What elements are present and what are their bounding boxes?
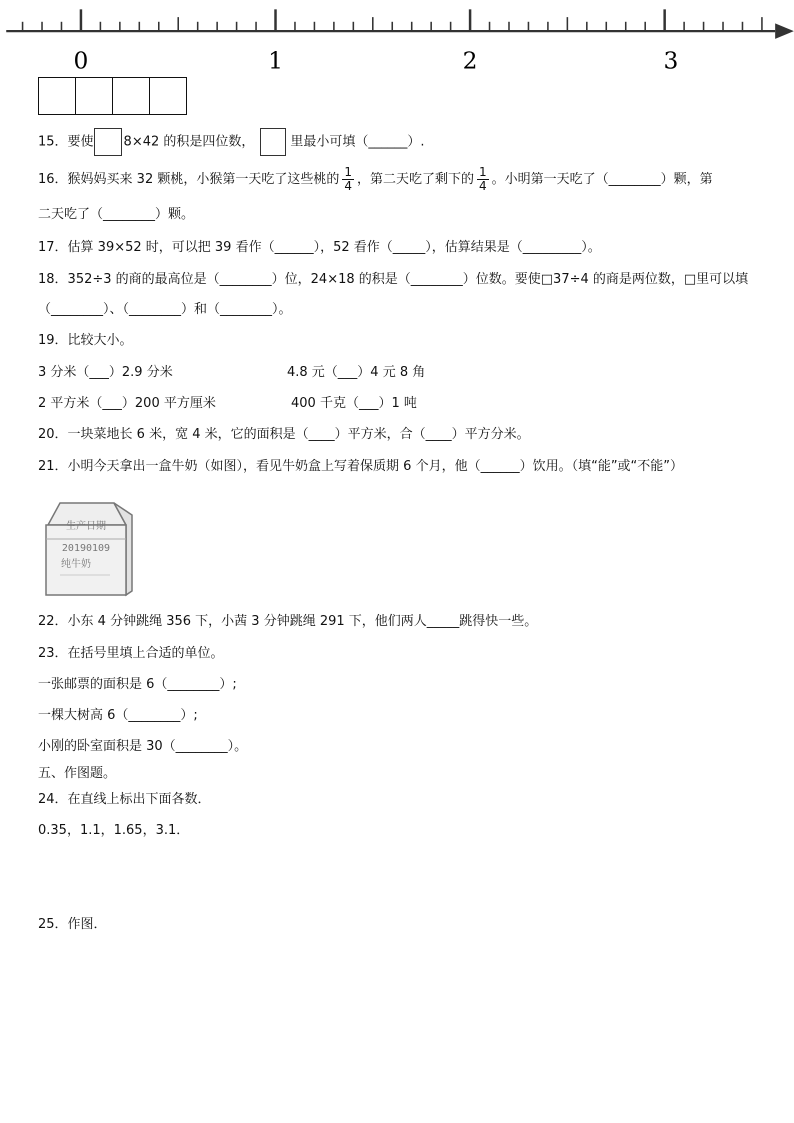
q23-item-c: 小刚的卧室面积是 30（________）。: [38, 739, 248, 754]
q16-part2: ，第二天吃了剩下的: [357, 172, 475, 187]
answer-box: [149, 77, 187, 115]
answer-box: [75, 77, 113, 115]
number-line-labels: [74, 46, 679, 74]
number-line-ticks: [23, 9, 762, 31]
carton-label-product: 纯牛奶: [61, 559, 91, 570]
q15-prefix: 15．要使: [38, 134, 94, 150]
question-18-line1: 18．352÷3 的商的最高位是（________）位，24×18 的积是（________）位数。要使□37÷4 的商是两位数，□里可以填: [38, 272, 749, 287]
question-18-line2: （________）、（________）和（________）。: [38, 302, 292, 317]
tick-label-0: 0: [73, 46, 89, 75]
question-19-title: 19．比较大小。: [38, 333, 133, 348]
question-16: [38, 165, 713, 195]
tick-label-1: 1: [268, 46, 283, 75]
q15-blank-box-2: [260, 128, 286, 156]
q15-suffix: 里最小可填（______）.: [290, 134, 425, 150]
q23-item-b: 一棵大树高 6（________）;: [38, 708, 198, 723]
q19-row2-right: 400 千克（___）1 吨: [291, 396, 417, 411]
q15-blank-box: [94, 128, 122, 156]
fraction-one-quarter-2: $\frac{1}{4}$: [479, 165, 487, 193]
q16-part3: 。小明第一天吃了（________）颗，第: [491, 172, 713, 187]
q19-row1-right: 4.8 元（___）4 元 8 角: [287, 365, 426, 380]
milk-carton-image: [40, 495, 140, 599]
question-17: 17．估算 39×52 时，可以把 39 看作（______），52 看作（_____），估算结果是（_________）。: [38, 240, 601, 255]
q24-numbers: 0.35，1.1，1.65，3.1．: [38, 823, 190, 838]
q19-row2-left: 2 平方米（___）200 平方厘米: [38, 396, 216, 411]
carton-label-date: 20190109: [61, 543, 111, 554]
number-line: [0, 0, 794, 78]
question-22: 22．小东 4 分钟跳绳 356 下，小茜 3 分钟跳绳 291 下，他们两人_____跳得快一些。: [38, 614, 538, 629]
q23-item-a: 一张邮票的面积是 6（________）;: [38, 677, 237, 692]
section-5-title: 五、作图题。: [38, 766, 117, 781]
q19-row1-left: 3 分米（___）2.9 分米: [38, 365, 173, 380]
question-15: [38, 128, 425, 156]
question-16-line2: 二天吃了（________）颗。: [38, 207, 195, 222]
question-20: 20．一块菜地长 6 米，宽 4 米，它的面积是（____）平方米，合（____）平方分米。: [38, 427, 530, 442]
question-25: 25．作图．: [38, 917, 107, 932]
tick-label-2: 2: [462, 46, 478, 75]
fraction-one-quarter: $\frac{1}{4}$: [344, 165, 352, 193]
carton-label-date-title: 生产日期: [66, 521, 106, 532]
answer-box: [38, 77, 76, 115]
q15-mid: 8×42 的积是四位数，: [123, 134, 255, 150]
question-24-title: 24．在直线上标出下面各数．: [38, 792, 211, 807]
answer-boxes: [38, 77, 187, 115]
q16-part1: 16．猴妈妈买来 32 颗桃，小猴第一天吃了这些桃的: [38, 172, 340, 187]
question-21: 21．小明今天拿出一盒牛奶（如图），看见牛奶盒上写着保质期 6 个月，他（______）饮用。（填“能”或“不能”）: [38, 459, 684, 474]
tick-label-3: 3: [663, 46, 679, 75]
answer-box: [112, 77, 150, 115]
question-23-title: 23．在括号里填上合适的单位。: [38, 646, 224, 661]
number-line-arrow: [775, 23, 794, 39]
